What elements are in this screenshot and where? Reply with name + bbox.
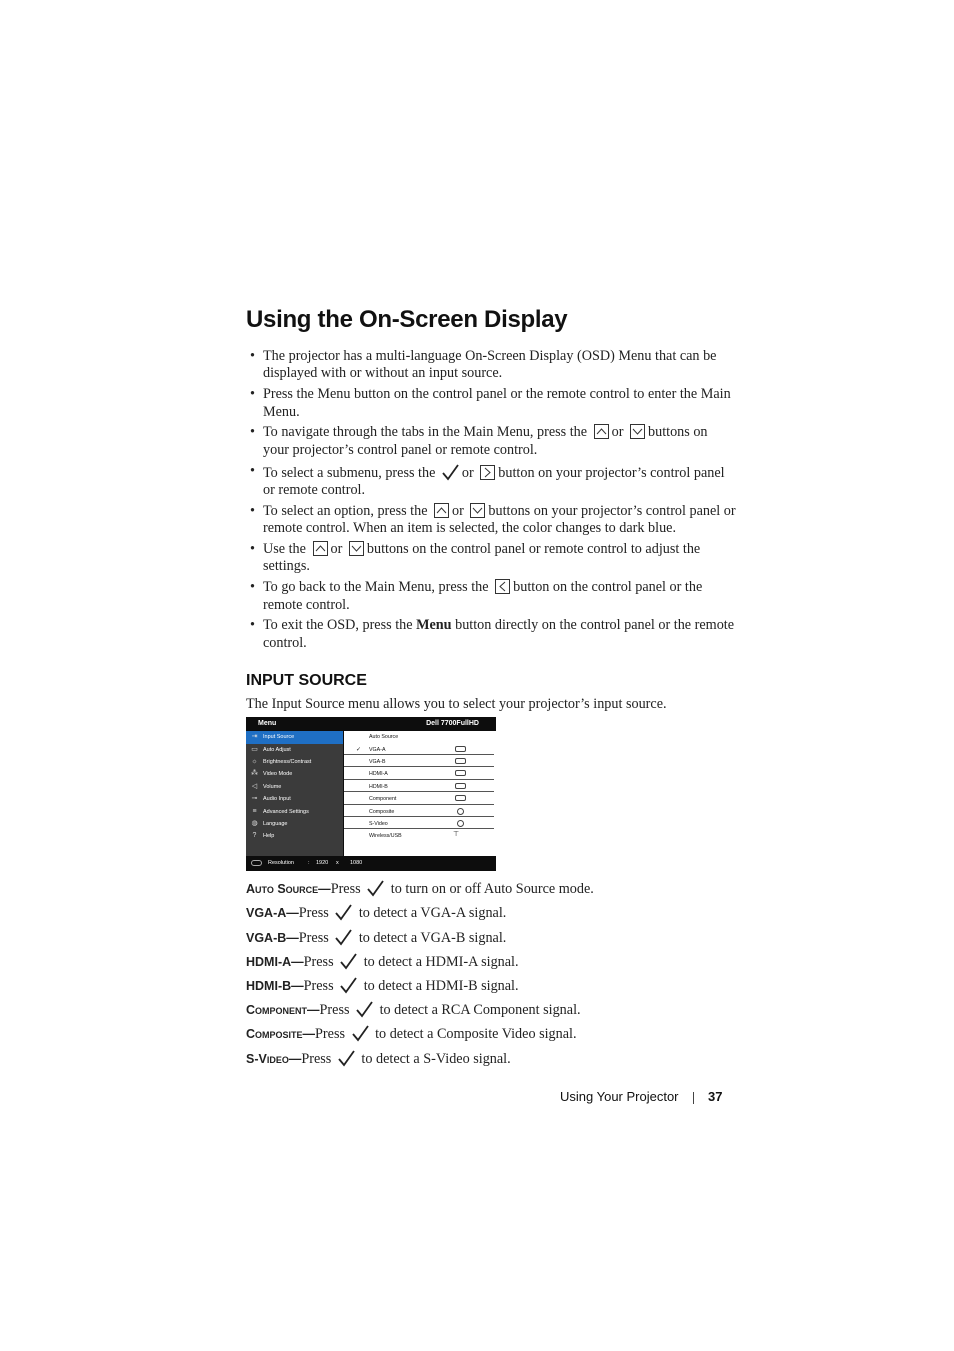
video-mode-icon: ⁂ <box>251 770 258 778</box>
osd-menu-item-audio-input[interactable]: ⊸ Audio Input <box>251 795 291 803</box>
osd-menu-item-advanced-settings[interactable]: ≡ Advanced Settings <box>246 806 343 818</box>
down-arrow-icon <box>630 424 645 439</box>
left-arrow-icon <box>495 579 510 594</box>
list-item: Component—Press to detect a RCA Component signal. <box>246 1002 581 1019</box>
osd-sub-auto-source[interactable]: Auto Source <box>369 734 399 741</box>
list-item: • To exit the OSD, press the Menu button directly on the control panel or the remote control. <box>250 617 735 651</box>
list-item: • Press the Menu button on the control panel or the remote control to enter the Main Menu. <box>250 386 731 420</box>
osd-sub-composite[interactable]: Composite <box>344 806 496 818</box>
display-icon <box>251 860 262 866</box>
osd-menu-item-help[interactable]: ? Help <box>246 830 343 842</box>
list-item: • To navigate through the tabs in the Main Menu, press the or buttons on your projector’s control panel or remote control. <box>250 424 708 458</box>
right-arrow-icon <box>480 465 495 480</box>
down-arrow-icon <box>470 503 485 518</box>
volume-icon: ◁ <box>251 782 258 790</box>
osd-menu-item-video-mode[interactable]: ⁂ Video Mode <box>251 770 293 778</box>
osd-status-bar: Resolution : 1920 x 1080 <box>246 856 496 871</box>
advanced-settings-icon: ≡ <box>252 807 257 815</box>
input-descriptions <box>246 879 736 1073</box>
osd-menu-item-brightness[interactable]: ☼ Brightness/Contrast <box>251 758 312 766</box>
osd-main-menu <box>246 731 343 856</box>
checkmark-icon <box>334 928 353 947</box>
list-item: • To select an option, press the or buttons on your projector’s control panel or remote control. When an item is selected, the color changes to dark blue. <box>250 502 736 537</box>
list-item: VGA-A—Press to detect a VGA-A signal. <box>246 905 507 922</box>
list-item: HDMI-B—Press to detect a HDMI-B signal. <box>246 977 519 994</box>
osd-menu-item-auto-adjust[interactable]: ▭ Auto Adjust <box>251 745 291 753</box>
audio-input-icon: ⊸ <box>251 795 258 803</box>
composite-icon <box>457 808 464 815</box>
list-item: • To go back to the Main Menu, press the button on the control panel or the remote control. <box>250 579 703 613</box>
s-video-icon <box>457 820 464 827</box>
osd-menu-item-input-source[interactable]: ⇥ Input Source <box>246 731 343 743</box>
instruction-list <box>246 348 736 652</box>
osd-sub-s-video[interactable]: S-Video <box>344 818 496 830</box>
checkmark-icon <box>355 1000 374 1019</box>
component-icon <box>455 795 466 801</box>
list-item: • To select a submenu, press the or button on your projector’s control panel or remote control. <box>250 462 725 499</box>
input-source-icon: ⇥ <box>251 733 258 741</box>
list-item: • The projector has a multi-language On-Screen Display (OSD) Menu that can be displayed with or without an input source. <box>250 348 717 382</box>
auto-adjust-icon: ▭ <box>251 745 258 753</box>
osd-sub-wireless-usb[interactable]: Wireless/USB ⊤ <box>344 830 496 842</box>
checkmark-icon: ✓ <box>356 746 362 753</box>
up-arrow-icon <box>434 503 449 518</box>
footer-section: Using Your Projector <box>560 1089 679 1104</box>
hdmi-icon <box>455 770 466 776</box>
wireless-icon: ⊤ <box>453 831 460 839</box>
hdmi-icon <box>455 783 466 789</box>
vga-icon <box>455 746 466 752</box>
list-item: • Use the or buttons on the control panel or remote control to adjust the settings. <box>250 541 701 575</box>
osd-sub-vga-a[interactable]: ✓ VGA-A <box>344 744 496 756</box>
up-arrow-icon <box>594 424 609 439</box>
list-item: S-Video—Press to detect a S-Video signal. <box>246 1050 511 1067</box>
section-intro: The Input Source menu allows you to select your projector’s input source. <box>246 696 667 713</box>
checkmark-icon <box>339 952 358 971</box>
osd-sub-component[interactable]: Component <box>344 793 496 805</box>
checkmark-icon <box>337 1049 356 1068</box>
page-title: Using the On-Screen Display <box>246 306 568 333</box>
footer-divider <box>693 1092 694 1104</box>
osd-header: Menu Dell 7700FullHD <box>258 720 479 728</box>
osd-screenshot <box>246 717 496 871</box>
checkmark-icon <box>351 1024 370 1043</box>
checkmark-icon <box>366 879 385 898</box>
section-title: INPUT SOURCE <box>246 672 367 690</box>
page-footer <box>560 1089 730 1104</box>
osd-sub-vga-b[interactable]: VGA-B <box>344 756 496 768</box>
help-icon: ? <box>252 832 257 840</box>
list-item: Composite—Press to detect a Composite Video signal. <box>246 1026 577 1043</box>
osd-menu-item-language[interactable]: ◍ Language <box>251 819 288 827</box>
vga-icon <box>455 758 466 764</box>
brightness-icon: ☼ <box>251 758 258 766</box>
checkmark-icon <box>339 976 358 995</box>
list-item: HDMI-A—Press to detect a HDMI-A signal. <box>246 953 519 970</box>
page-content <box>246 306 736 1073</box>
list-item: Auto Source—Press to turn on or off Auto Source mode. <box>246 881 594 898</box>
language-icon: ◍ <box>251 819 258 827</box>
osd-menu-item-volume[interactable]: ◁ Volume <box>251 782 282 790</box>
osd-submenu <box>344 731 496 856</box>
page-number: 37 <box>708 1089 723 1104</box>
osd-sub-hdmi-a[interactable]: HDMI-A <box>344 768 496 780</box>
checkmark-icon <box>334 903 353 922</box>
osd-sub-hdmi-b[interactable]: HDMI-B <box>344 781 496 793</box>
list-item: VGA-B—Press to detect a VGA-B signal. <box>246 929 507 946</box>
down-arrow-icon <box>349 541 364 556</box>
checkmark-icon <box>441 463 460 482</box>
up-arrow-icon <box>313 541 328 556</box>
